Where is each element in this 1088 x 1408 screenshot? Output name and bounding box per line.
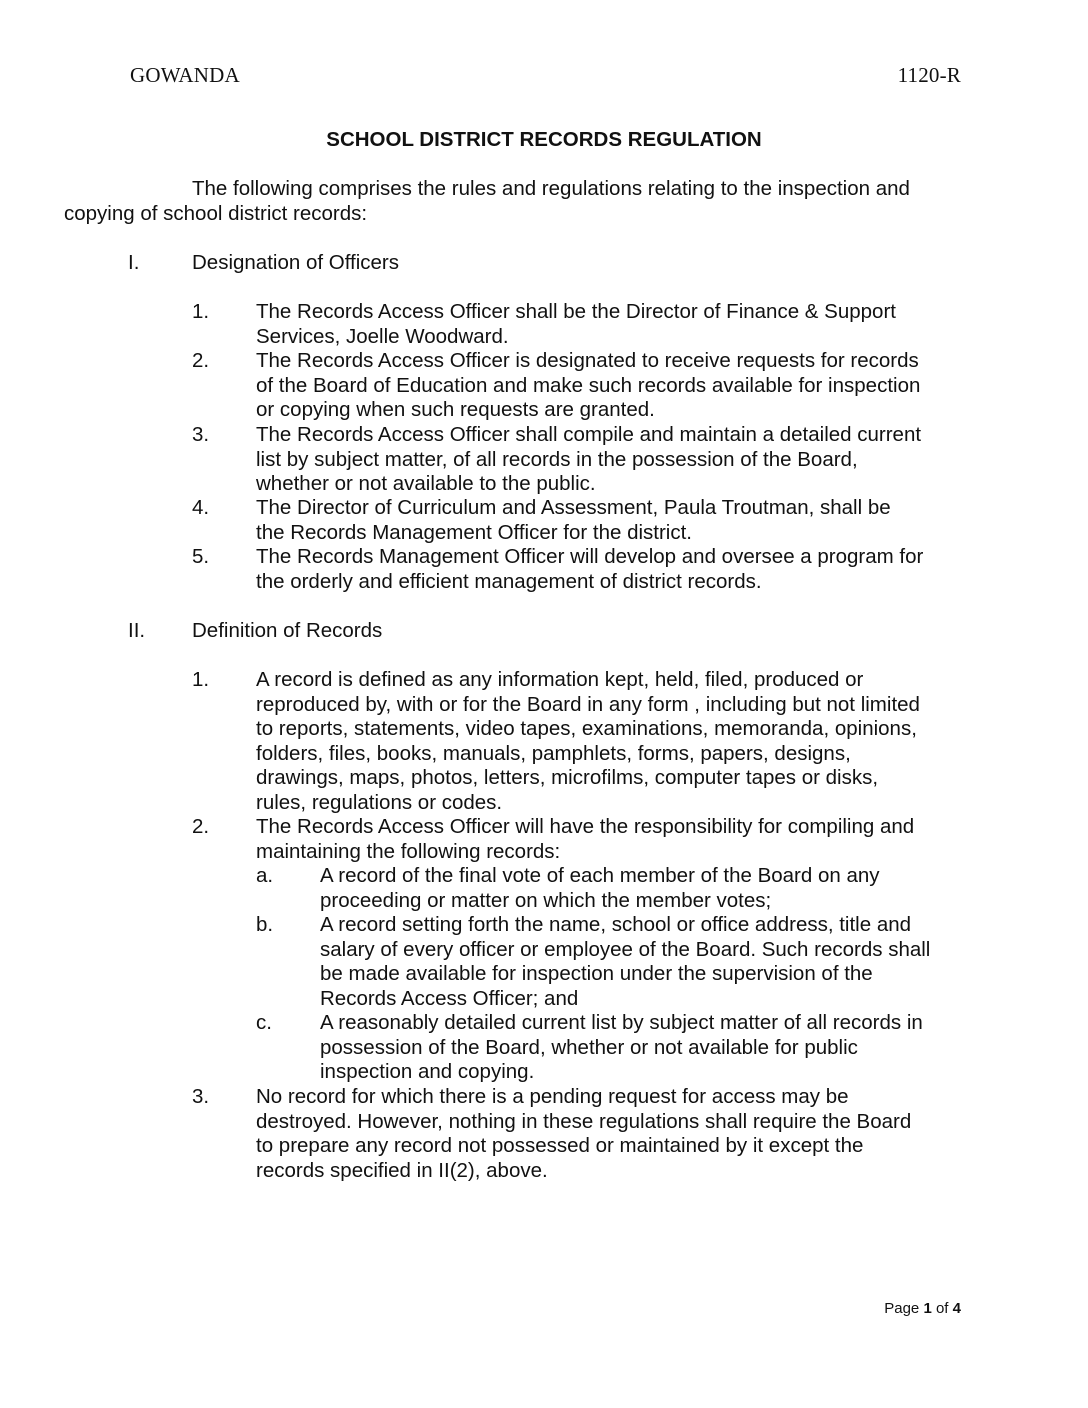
item-number: 2. [192, 349, 210, 372]
item-line: The Records Access Officer will have the responsibility for compiling and [256, 815, 915, 838]
item-number: 1. [192, 668, 210, 691]
list-item [192, 1085, 972, 1183]
list-item [192, 349, 972, 423]
item-number: 4. [192, 496, 210, 519]
sub-item-line: Records Access Officer; and [320, 986, 579, 1010]
item-number: 1. [192, 300, 210, 323]
item-line: The Records Access Officer shall be the Director of Finance & Support [256, 300, 896, 323]
sub-item [256, 864, 976, 913]
item-number: 3. [192, 1085, 210, 1108]
page-label: Page [884, 1300, 920, 1317]
item-number: 5. [192, 545, 210, 568]
item-line: folders, files, books, manuals, pamphlets, forms, papers, designs, [256, 741, 851, 765]
item-line: rules, regulations or codes. [256, 790, 503, 814]
item-line: to reports, statements, video tapes, examinations, memoranda, opinions, [256, 717, 917, 740]
item-line: The Records Access Officer shall compile and maintain a detailed current [256, 423, 922, 446]
policy-code: 1120-R [897, 63, 961, 87]
item-line: or copying when such requests are granted. [256, 398, 655, 421]
item-line: destroyed. However, nothing in these regulations shall require the Board [256, 1109, 912, 1133]
sub-item-line: A record setting forth the name, school or office address, title and [320, 913, 912, 936]
item-number: 3. [192, 423, 210, 446]
section-title: Definition of Records [192, 619, 383, 642]
section-number: I. [128, 251, 140, 274]
item-line: list by subject matter, of all records in the possession of the Board, [256, 447, 858, 471]
sub-item [256, 913, 976, 1011]
list-item [192, 496, 972, 545]
item-line: A record is defined as any information kept, held, filed, produced or [256, 668, 864, 691]
intro-line: copying of school district records: [64, 201, 368, 225]
document-title: SCHOOL DISTRICT RECORDS REGULATION [326, 128, 762, 151]
district-name: GOWANDA [130, 63, 240, 87]
sub-item-line: possession of the Board, whether or not available for public [320, 1035, 858, 1059]
item-line: the Records Management Officer for the district. [256, 520, 693, 544]
intro-paragraph [64, 177, 948, 226]
total-pages: 4 [952, 1300, 961, 1317]
list-item [192, 300, 972, 349]
sub-item-line: inspection and copying. [320, 1060, 535, 1083]
sub-item-letter: c. [256, 1011, 272, 1034]
page-of-label: of [935, 1300, 949, 1317]
section-title: Designation of Officers [192, 251, 400, 274]
list-item [192, 668, 972, 815]
section-number: II. [128, 619, 146, 642]
sub-item-line: be made available for inspection under the supervision of the [320, 962, 873, 985]
sub-item-line: salary of every officer or employee of the Board. Such records shall [320, 937, 931, 961]
sub-item-line: A reasonably detailed current list by subject matter of all records in [320, 1011, 923, 1034]
item-line: No record for which there is a pending request for access may be [256, 1085, 849, 1108]
list-item [192, 815, 972, 864]
item-line: records specified in II(2), above. [256, 1158, 548, 1182]
sub-item-line: proceeding or matter on which the member votes; [320, 888, 772, 912]
item-line: drawings, maps, photos, letters, microfilms, computer tapes or disks, [256, 766, 879, 789]
sub-item-letter: a. [256, 864, 274, 887]
sub-item-line: A record of the final vote of each member of the Board on any [320, 864, 880, 887]
current-page: 1 [923, 1300, 932, 1317]
item-number: 2. [192, 815, 210, 838]
item-line: whether or not available to the public. [256, 472, 596, 495]
item-line: The Records Access Officer is designated to receive requests for records [256, 349, 919, 372]
item-line: The Director of Curriculum and Assessment, Paula Troutman, shall be [256, 496, 891, 519]
list-item [192, 545, 972, 594]
intro-line: The following comprises the rules and regulations relating to the inspection and [192, 177, 910, 200]
sub-item-letter: b. [256, 913, 274, 936]
list-item [192, 423, 972, 497]
page-number [884, 1300, 961, 1317]
item-line: maintaining the following records: [256, 839, 561, 863]
sub-item [256, 1011, 976, 1085]
item-line: The Records Management Officer will develop and oversee a program for [256, 545, 924, 568]
item-line: reproduced by, with or for the Board in any form , including but not limited [256, 692, 920, 716]
item-line: of the Board of Education and make such records available for inspection [256, 373, 921, 397]
item-line: the orderly and efficient management of district records. [256, 569, 762, 593]
item-line: to prepare any record not possessed or maintained by it except the [256, 1134, 864, 1157]
item-line: Services, Joelle Woodward. [256, 324, 509, 348]
